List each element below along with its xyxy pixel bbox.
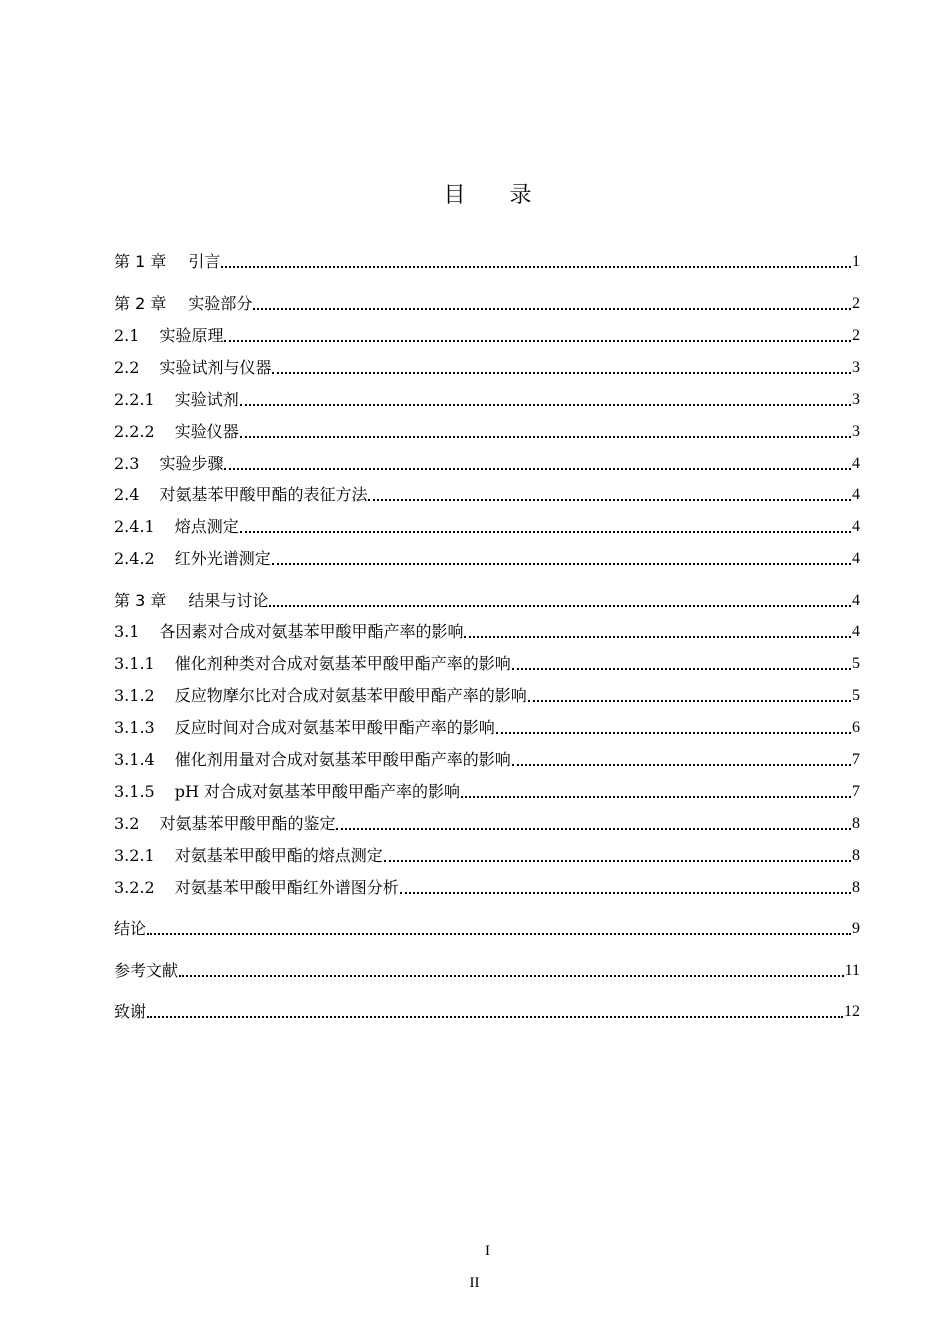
toc-entry-title: 实验试剂与仪器	[159, 358, 272, 377]
toc-entry-title: 对氨基苯甲酸甲酯的表征方法	[159, 485, 368, 504]
toc-entry-number: 第 3 章	[114, 591, 167, 610]
toc-entry-page: 9	[852, 920, 860, 937]
toc-leader-dots	[384, 858, 851, 862]
toc-entry-title: 红外光谱测定	[174, 549, 271, 568]
toc-entry-page: 4	[852, 592, 860, 609]
toc-entry[interactable]	[114, 450, 860, 474]
toc-entry[interactable]	[114, 322, 860, 346]
toc-entry-page: 4	[852, 550, 860, 567]
toc-entry-number: 2.4	[114, 485, 140, 504]
toc-entry-number: 3.1.1	[114, 654, 155, 673]
toc-title-left: 目	[443, 183, 466, 208]
toc-entry-number: 2.2.1	[114, 390, 155, 409]
toc-entry-title: 实验仪器	[174, 422, 239, 441]
toc-leader-dots	[224, 466, 851, 470]
toc-entry[interactable]	[114, 778, 860, 802]
toc-entry-title: 引言	[188, 252, 221, 271]
toc-entry[interactable]	[114, 290, 860, 314]
toc-entry[interactable]	[114, 998, 860, 1022]
toc-leader-dots	[253, 306, 851, 310]
toc-entry[interactable]	[114, 545, 860, 569]
toc-entry-title: 催化剂用量对合成对氨基苯甲酸甲酯产率的影响	[174, 750, 511, 769]
toc-entry-page: 8	[852, 847, 860, 864]
toc-entry[interactable]	[114, 714, 860, 738]
toc-entry[interactable]	[114, 587, 860, 611]
toc-entry-page: 4	[852, 623, 860, 640]
toc-entry-page: 8	[852, 879, 860, 896]
toc-entry-page: 7	[852, 783, 860, 800]
toc-entry-title: 对氨基苯甲酸甲酯红外谱图分析	[174, 878, 399, 897]
toc-entry-title: 各因素对合成对氨基苯甲酸甲酯产率的影响	[159, 622, 464, 641]
toc-leader-dots	[179, 973, 844, 977]
toc-leader-dots	[400, 890, 851, 894]
toc-entry-title: 参考文献	[114, 961, 179, 980]
toc-entry-page: 8	[852, 815, 860, 832]
toc-entry-title: 对氨基苯甲酸甲酯的熔点测定	[174, 846, 383, 865]
toc-entry-title: 对氨基苯甲酸甲酯的鉴定	[159, 814, 336, 833]
toc-entry[interactable]	[114, 874, 860, 898]
toc-title-right: 录	[509, 183, 532, 208]
toc-entry[interactable]	[114, 618, 860, 642]
toc-entry-number: 第 2 章	[114, 294, 167, 313]
toc-leader-dots	[269, 603, 851, 607]
toc-entry-number: 2.1	[114, 326, 140, 345]
toc-entry[interactable]	[114, 842, 860, 866]
toc-entry[interactable]	[114, 481, 860, 505]
toc-entry-number: 3.1.2	[114, 686, 155, 705]
toc-entry[interactable]	[114, 418, 860, 442]
toc-entry[interactable]	[114, 915, 860, 939]
toc-leader-dots	[496, 730, 851, 734]
toc-entry-page: 4	[852, 518, 860, 535]
toc-entry-number: 2.4.1	[114, 517, 155, 536]
page-number-roman-second: II	[469, 1275, 480, 1291]
toc-leader-dots	[336, 826, 851, 830]
toc-entry-page: 2	[852, 295, 860, 312]
toc-leader-dots	[528, 698, 851, 702]
toc-entry-title: 熔点测定	[174, 517, 239, 536]
toc-entry-page: 1	[852, 253, 860, 270]
toc-leader-dots	[512, 762, 851, 766]
toc-entry-number: 3.2	[114, 814, 140, 833]
toc-entry-title: 催化剂种类对合成对氨基苯甲酸甲酯产率的影响	[174, 654, 511, 673]
toc-entry[interactable]	[114, 354, 860, 378]
toc-entry-page: 12	[844, 1003, 860, 1020]
toc-entry[interactable]	[114, 957, 860, 981]
toc-leader-dots	[147, 931, 851, 935]
toc-entry[interactable]	[114, 650, 860, 674]
toc-title	[0, 178, 950, 209]
toc-entry-page: 4	[852, 486, 860, 503]
toc-entry-number: 3.1.5	[114, 782, 155, 801]
toc-entry-number: 3.1	[114, 622, 140, 641]
toc-leader-dots	[464, 634, 851, 638]
toc-entry-page: 4	[852, 455, 860, 472]
toc-entry-page: 6	[852, 719, 860, 736]
toc-entry-title: 实验原理	[159, 326, 224, 345]
toc-entry-page: 2	[852, 327, 860, 344]
toc-entry-number: 2.2.2	[114, 422, 155, 441]
toc-leader-dots	[272, 370, 851, 374]
toc-entry-number: 第 1 章	[114, 252, 167, 271]
toc-entry-number: 3.1.3	[114, 718, 155, 737]
toc-entry[interactable]	[114, 810, 860, 834]
toc-entry-number: 2.3	[114, 454, 140, 473]
toc-entry-number: 3.2.1	[114, 846, 155, 865]
toc-entry-title: 反应时间对合成对氨基苯甲酸甲酯产率的影响	[174, 718, 495, 737]
toc-entry-title: pH 对合成对氨基苯甲酸甲酯产率的影响	[174, 782, 461, 801]
toc-entry-title: 实验试剂	[174, 390, 239, 409]
toc-entry-number: 3.1.4	[114, 750, 155, 769]
toc-entry[interactable]	[114, 248, 860, 272]
toc-entry-page: 3	[852, 359, 860, 376]
toc-leader-dots	[272, 561, 851, 565]
toc-entry[interactable]	[114, 386, 860, 410]
toc-leader-dots	[240, 402, 851, 406]
toc-entry-page: 3	[852, 423, 860, 440]
toc-entry-title: 实验步骤	[159, 454, 224, 473]
toc-leader-dots	[221, 264, 851, 268]
toc-entry-page: 11	[844, 962, 860, 979]
toc-entry-title: 致谢	[114, 1002, 147, 1021]
toc-leader-dots	[512, 666, 851, 670]
toc-entry-title: 结果与讨论	[188, 591, 269, 610]
toc-entry-title: 结论	[114, 919, 147, 938]
toc-leader-dots	[368, 497, 851, 501]
toc-entry-title: 反应物摩尔比对合成对氨基苯甲酸甲酯产率的影响	[174, 686, 527, 705]
toc-entry[interactable]	[114, 513, 860, 537]
toc-leader-dots	[461, 794, 851, 798]
toc-leader-dots	[240, 434, 851, 438]
toc-entry-page: 5	[852, 655, 860, 672]
toc-entry-number: 2.4.2	[114, 549, 155, 568]
toc-leader-dots	[147, 1014, 843, 1018]
toc-entry-page: 7	[852, 751, 860, 768]
toc-leader-dots	[224, 338, 851, 342]
toc-entry[interactable]	[114, 746, 860, 770]
toc-entry-number: 2.2	[114, 358, 140, 377]
toc-leader-dots	[240, 529, 851, 533]
page-number-roman: I	[485, 1243, 490, 1259]
toc-entry-page: 5	[852, 687, 860, 704]
toc-entry-title: 实验部分	[188, 294, 253, 313]
toc-entry[interactable]	[114, 682, 860, 706]
toc-entry-number: 3.2.2	[114, 878, 155, 897]
toc-entry-page: 3	[852, 391, 860, 408]
